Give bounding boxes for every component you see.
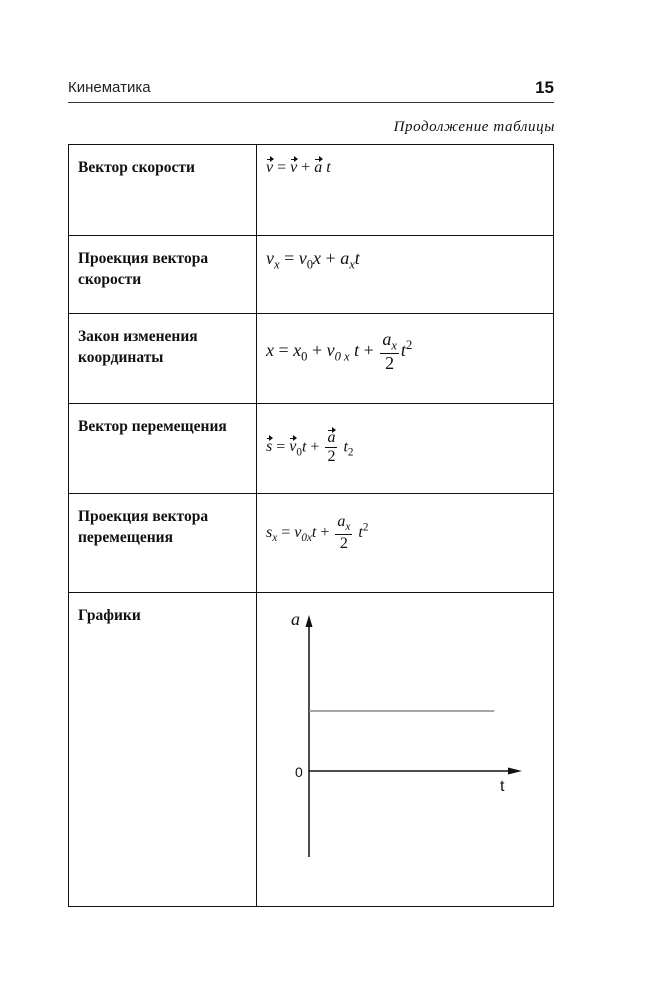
table-row bbox=[69, 145, 554, 236]
table-continued-label: Продолжение таблицы bbox=[393, 119, 555, 135]
sub-0: 0 bbox=[296, 446, 302, 459]
formula-cell bbox=[257, 145, 554, 236]
sub-0: 0 bbox=[301, 349, 308, 364]
section-title: Кинематика bbox=[68, 79, 151, 96]
plus-sign: + bbox=[311, 339, 323, 360]
formula-cell bbox=[257, 404, 554, 494]
denominator: 2 bbox=[385, 352, 395, 373]
displacement-vector-formula bbox=[257, 404, 553, 465]
sub-x: x bbox=[272, 532, 278, 545]
var-t: t bbox=[354, 339, 360, 360]
velocity-vector-formula bbox=[257, 145, 553, 177]
table-row bbox=[69, 404, 554, 494]
sub-x: x bbox=[345, 521, 351, 534]
page-number: 15 bbox=[535, 78, 554, 97]
sub-x: x bbox=[349, 257, 355, 272]
table-row bbox=[69, 236, 554, 314]
eq-sign: = bbox=[281, 523, 291, 541]
var-t: t bbox=[343, 438, 348, 456]
row-label-cell bbox=[69, 236, 257, 314]
origin-label: 0 bbox=[295, 764, 303, 780]
vec-a: a bbox=[314, 159, 323, 176]
vec-s: s bbox=[266, 438, 273, 456]
var-x: x bbox=[313, 248, 322, 268]
row-label-cell bbox=[69, 145, 257, 236]
fraction bbox=[325, 430, 337, 465]
sub-0x: 0 x bbox=[334, 349, 350, 364]
coordinate-law-formula bbox=[257, 314, 553, 374]
var-v0: v bbox=[298, 248, 307, 268]
header-rule bbox=[68, 102, 554, 103]
y-axis-label: a bbox=[291, 609, 300, 629]
var-v0x: v bbox=[326, 339, 335, 360]
table-row bbox=[69, 314, 554, 404]
displacement-projection-formula bbox=[257, 494, 553, 553]
power: 2 bbox=[362, 521, 369, 534]
denominator: 2 bbox=[339, 534, 348, 552]
var-t: t bbox=[311, 523, 317, 541]
velocity-projection-formula bbox=[257, 236, 553, 273]
var-x: x bbox=[266, 339, 274, 360]
power: 2 bbox=[405, 337, 413, 352]
x-axis-arrow bbox=[508, 768, 522, 775]
row-label-cell bbox=[69, 494, 257, 593]
eq-sign: = bbox=[277, 159, 287, 176]
var-a: a bbox=[382, 329, 392, 349]
sub-x: x bbox=[391, 338, 397, 353]
fraction bbox=[335, 514, 352, 553]
sub-0x: 0x bbox=[301, 532, 312, 545]
sub-x: x bbox=[274, 257, 280, 272]
denominator: 2 bbox=[327, 447, 336, 465]
var-a: a bbox=[340, 248, 350, 268]
var-t: t bbox=[301, 438, 307, 456]
plus-sign: + bbox=[363, 339, 374, 360]
row-label: Закон изменения координаты bbox=[78, 328, 198, 366]
eq-sign: = bbox=[276, 438, 286, 456]
kinematics-table bbox=[68, 144, 554, 907]
row-label: Вектор перемещения bbox=[78, 418, 227, 435]
var-v0x: v bbox=[294, 523, 302, 541]
x-axis-label: t bbox=[500, 778, 505, 795]
sub-2: 2 bbox=[347, 446, 354, 459]
row-label: Графики bbox=[78, 607, 141, 624]
vec-v: v bbox=[266, 159, 274, 176]
var-t: t bbox=[358, 523, 363, 541]
row-label: Вектор скорости bbox=[78, 159, 195, 176]
fraction bbox=[380, 330, 399, 374]
plus-sign: + bbox=[325, 248, 336, 268]
y-axis-arrow bbox=[306, 615, 313, 627]
var-t: t bbox=[326, 159, 331, 176]
formula-cell bbox=[257, 494, 554, 593]
var-x0: x bbox=[293, 339, 302, 360]
formula-cell bbox=[257, 236, 554, 314]
acceleration-time-graph bbox=[257, 593, 554, 905]
eq-sign: = bbox=[284, 248, 295, 268]
formula-cell bbox=[257, 314, 554, 404]
plus-sign: + bbox=[301, 159, 311, 176]
table-row bbox=[69, 593, 554, 907]
row-label-cell bbox=[69, 593, 257, 907]
table-row bbox=[69, 494, 554, 593]
row-label-cell bbox=[69, 314, 257, 404]
plus-sign: + bbox=[320, 523, 330, 541]
var-t: t bbox=[354, 248, 360, 268]
vec-v0: v bbox=[289, 438, 297, 456]
graph-cell bbox=[257, 593, 554, 907]
page-header bbox=[68, 78, 554, 100]
row-label: Проекция вектора перемещения bbox=[78, 508, 209, 546]
row-label-cell bbox=[69, 404, 257, 494]
eq-sign: = bbox=[278, 339, 289, 360]
var-a: a bbox=[337, 513, 346, 530]
var-s: s bbox=[266, 523, 273, 541]
var-t: t bbox=[400, 339, 406, 360]
vec-v0: v bbox=[290, 159, 298, 176]
var-v: v bbox=[266, 248, 274, 268]
row-label: Проекция вектора скорости bbox=[78, 250, 209, 288]
plus-sign: + bbox=[310, 438, 320, 456]
vec-a: a bbox=[327, 429, 336, 446]
sub-0: 0 bbox=[306, 257, 314, 272]
